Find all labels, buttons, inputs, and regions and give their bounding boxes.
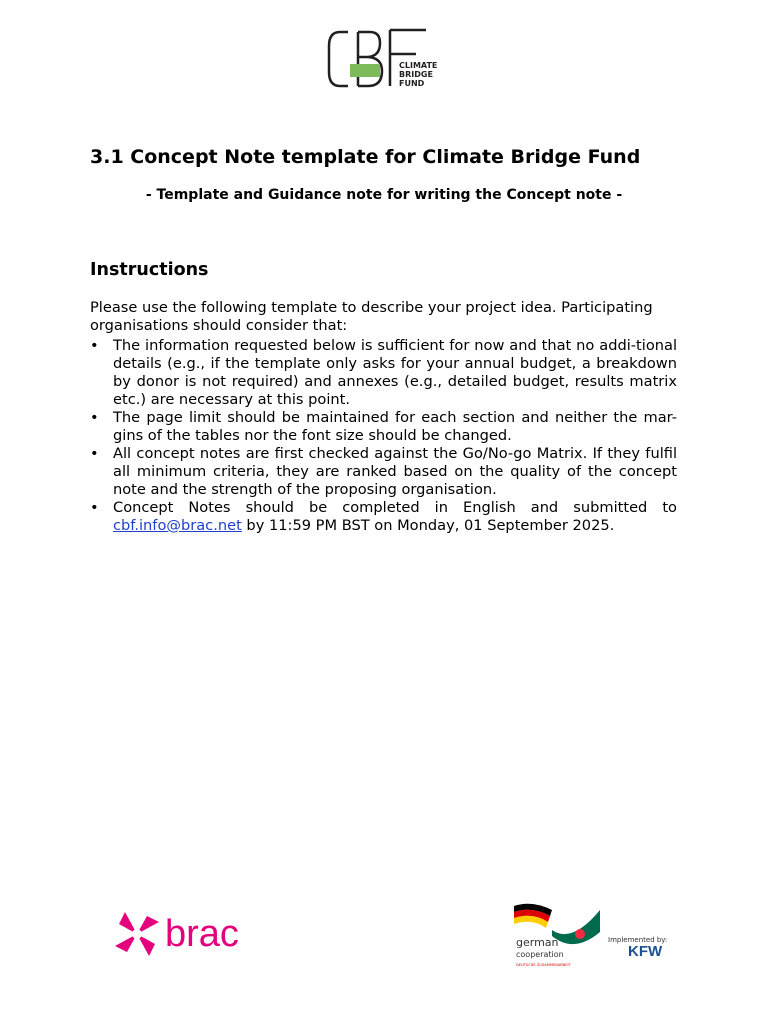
submission-text-before: Concept Notes should be completed in English and submitted to [113,499,677,516]
german-cooperation-logo [512,900,672,972]
cbf-logo [326,26,438,90]
list-item [90,337,677,409]
instructions-list [90,337,677,535]
document-subtitle: - Template and Guidance note for writing the Concept note - [145,187,623,203]
bullet-marker: • [90,445,99,462]
list-item-text: The page limit should be maintained for each section and neither the mar-gins of the tables nor the font size should be changed. [113,409,677,444]
cbf-tagline-1: CLIMATE [399,61,438,70]
cbf-tagline-2: BRIDGE [399,70,433,79]
kfw-logo: KFW [628,943,663,960]
implemented-by-label: Implemented by: [608,936,668,944]
list-item [90,499,677,535]
list-item [90,445,677,499]
bangladesh-flag-icon [552,910,600,944]
german-label: german [516,936,559,949]
bullet-marker: • [90,337,99,354]
list-item [90,409,677,445]
cbf-green-bar [350,64,380,77]
document-title: 3.1 Concept Note template for Climate Bridge Fund [90,146,641,168]
email-link[interactable]: cbf.info@brac.net [113,517,242,534]
bullet-marker: • [90,499,99,516]
submission-text-after: by 11:59 PM BST on Monday, 01 September 2025. [241,517,615,534]
instructions-intro: Please use the following template to describe your project idea. Participating organisations should consider that: [90,299,653,334]
cooperation-label: cooperation [516,950,564,959]
brac-wordmark: brac [165,913,239,955]
brac-logo [115,906,255,962]
brac-pinwheel-icon [115,912,159,956]
instructions-body [90,299,677,535]
list-item-text: All concept notes are first checked against the Go/No-go Matrix. If they fulfil all minimum criteria, they are ranked based on the quality of the concept note and the strength of the proposing organisation. [113,445,677,498]
bullet-marker: • [90,409,99,426]
list-item-text: The information requested below is sufficient for now and that no addi-tional details (e.g., if the template only asks for your annual budget, a breakdown by donor is not required) and annexes (e.g., detailed budget, results matrix etc.) are necessary at this point. [113,337,677,408]
instructions-heading: Instructions [90,260,209,280]
german-flag-icon [514,904,552,928]
cbf-tagline-3: FUND [399,79,425,88]
deutsche-zusammenarbeit-label: DEUTSCHE ZUSAMMENARBEIT [516,963,571,967]
